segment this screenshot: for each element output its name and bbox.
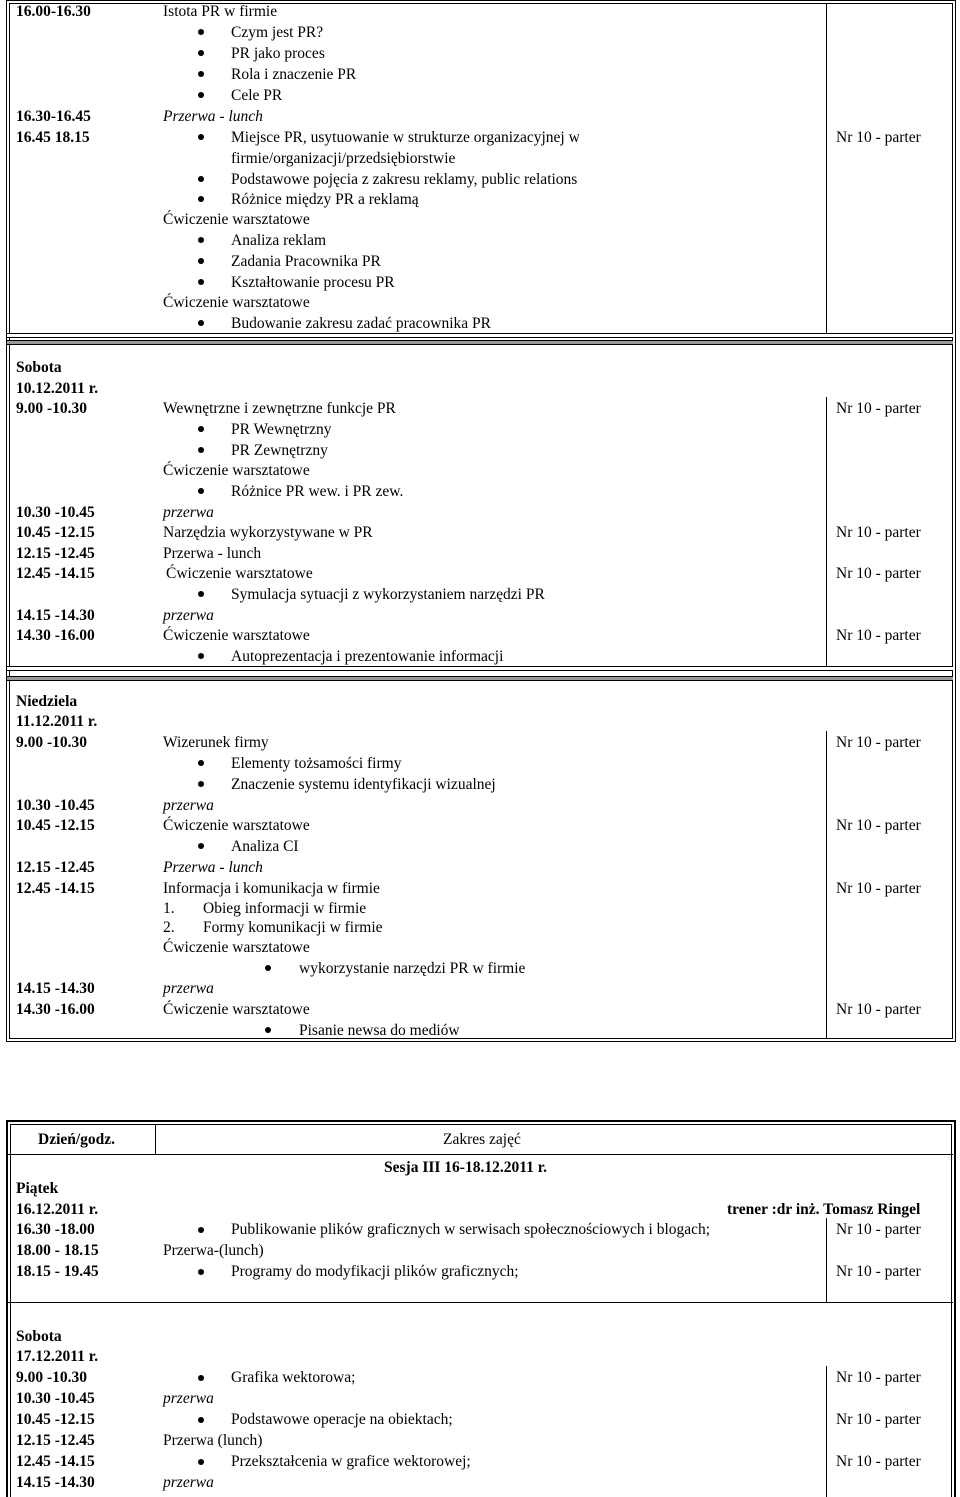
room-label: Nr 10 - parter xyxy=(836,734,921,751)
time-cell: 9.00 -10.30 xyxy=(16,400,88,417)
room-label: Nr 10 - parter xyxy=(836,1221,921,1238)
break-label: przerwa xyxy=(163,980,214,997)
list-item: Cele PR xyxy=(231,87,283,104)
list-item: Miejsce PR, usytuowanie w strukturze organizacyjnej w xyxy=(231,129,580,146)
list-item: Grafika wektorowa; xyxy=(231,1369,356,1386)
time-cell: 10.30 -10.45 xyxy=(16,504,95,521)
topic-title: Narzędzia wykorzystywane w PR xyxy=(163,524,373,541)
day-label: Sobota xyxy=(16,1328,62,1345)
column-divider xyxy=(826,1218,827,1302)
time-cell: 16.45 18.15 xyxy=(16,129,90,146)
section-divider xyxy=(7,666,953,671)
bullet-icon xyxy=(198,320,204,326)
bullet-icon xyxy=(198,1459,204,1465)
list-item: Formy komunikacji w firmie xyxy=(203,919,383,936)
bullet-icon xyxy=(198,134,204,140)
time-cell: 16.00-16.30 xyxy=(16,3,91,20)
time-cell: 9.00 -10.30 xyxy=(16,1369,88,1386)
exercise-label: Ćwiczenie warsztatowe xyxy=(166,565,313,582)
topic-title: Wizerunek firmy xyxy=(163,734,269,751)
section-divider xyxy=(7,1302,953,1303)
bullet-icon xyxy=(198,196,204,202)
exercise-label: Ćwiczenie warsztatowe xyxy=(163,817,310,834)
time-cell: 10.45 -12.15 xyxy=(16,1411,95,1428)
bullet-icon xyxy=(198,843,204,849)
list-item: Podstawowe operacje na obiektach; xyxy=(231,1411,453,1428)
list-item: Różnice między PR a reklamą xyxy=(231,191,419,208)
column-divider xyxy=(826,1366,827,1497)
list-item: Analiza CI xyxy=(231,838,299,855)
time-cell: 18.15 - 19.45 xyxy=(16,1263,99,1280)
time-cell: 10.45 -12.15 xyxy=(16,524,95,541)
break-label: Przerwa (lunch) xyxy=(163,1432,263,1449)
break-label: Przerwa - lunch xyxy=(163,859,263,876)
list-item: Elementy tożsamości firmy xyxy=(231,755,402,772)
bullet-icon xyxy=(198,781,204,787)
schedule-table-1-inner xyxy=(9,3,953,1039)
bullet-icon xyxy=(198,426,204,432)
time-cell: 12.15 -12.45 xyxy=(16,545,95,562)
list-item: Podstawowe pojęcia z zakresu reklamy, public relations xyxy=(231,171,578,188)
bullet-icon xyxy=(198,760,204,766)
list-item: Obieg informacji w firmie xyxy=(203,900,367,917)
day-label: Niedziela xyxy=(16,693,78,710)
list-item: Znaczenie systemu identyfikacji wizualnej xyxy=(231,776,496,793)
room-label: Nr 10 - parter xyxy=(836,1453,921,1470)
list-item: Symulacja sytuacji z wykorzystaniem narzędzi PR xyxy=(231,586,545,603)
time-cell: 14.15 -14.30 xyxy=(16,607,95,624)
time-cell: 14.30 -16.00 xyxy=(16,627,95,644)
bullet-icon xyxy=(198,1375,204,1381)
date-label: 17.12.2011 r. xyxy=(16,1348,99,1365)
list-item: Autoprezentacja i prezentowanie informacji xyxy=(231,648,504,665)
bullet-icon xyxy=(198,1227,204,1233)
section-divider xyxy=(7,333,953,338)
list-item: Czym jest PR? xyxy=(231,24,324,41)
trainer-label: trener :dr inż. Tomasz Ringel xyxy=(727,1201,921,1218)
break-label: Przerwa - lunch xyxy=(163,108,263,125)
header-day-time: Dzień/godz. xyxy=(38,1131,116,1148)
list-number: 2. xyxy=(163,919,175,936)
topic-title: Istota PR w firmie xyxy=(163,3,278,20)
time-cell: 18.00 - 18.15 xyxy=(16,1242,99,1259)
time-cell: 12.45 -14.15 xyxy=(16,565,95,582)
room-label: Nr 10 - parter xyxy=(836,1369,921,1386)
room-label: Nr 10 - parter xyxy=(836,880,921,897)
list-item: Różnice PR wew. i PR zew. xyxy=(231,483,404,500)
room-label: Nr 10 - parter xyxy=(836,817,921,834)
column-divider xyxy=(826,397,827,667)
list-item: Analiza reklam xyxy=(231,232,327,249)
list-item: Budowanie zakresu zadać pracownika PR xyxy=(231,315,491,332)
bullet-icon xyxy=(198,29,204,35)
day-label: Sobota xyxy=(16,359,62,376)
bullet-icon xyxy=(198,1269,204,1275)
time-cell: 10.45 -12.15 xyxy=(16,817,95,834)
room-label: Nr 10 - parter xyxy=(836,565,921,582)
topic-title: Informacja i komunikacja w firmie xyxy=(163,880,380,897)
break-label: przerwa xyxy=(163,1474,214,1491)
bullet-icon xyxy=(198,50,204,56)
header-scope: Zakres zajęć xyxy=(443,1131,521,1148)
date-label: 10.12.2011 r. xyxy=(16,380,99,397)
break-label: przerwa xyxy=(163,607,214,624)
time-cell: 14.15 -14.30 xyxy=(16,1474,95,1491)
break-label: przerwa xyxy=(163,504,214,521)
room-label: Nr 10 - parter xyxy=(836,1411,921,1428)
bullet-icon xyxy=(198,237,204,243)
list-item: PR jako proces xyxy=(231,45,325,62)
date-label: 11.12.2011 r. xyxy=(16,713,98,730)
exercise-label: Ćwiczenie warsztatowe xyxy=(163,462,310,479)
bullet-icon xyxy=(198,1417,204,1423)
column-divider xyxy=(826,731,827,1039)
time-cell: 10.30 -10.45 xyxy=(16,797,95,814)
session-title: Sesja III 16-18.12.2011 r. xyxy=(384,1159,548,1176)
bullet-icon xyxy=(265,965,271,971)
time-cell: 10.30 -10.45 xyxy=(16,1390,95,1407)
time-cell: 9.00 -10.30 xyxy=(16,734,88,751)
list-item: Kształtowanie procesu PR xyxy=(231,274,395,291)
header-divider xyxy=(7,1154,953,1155)
exercise-label: Ćwiczenie warsztatowe xyxy=(163,1001,310,1018)
list-item: Publikowanie plików graficznych w serwisach społecznościowych i blogach; xyxy=(231,1221,711,1238)
bullet-icon xyxy=(265,1027,271,1033)
list-item: Rola i znaczenie PR xyxy=(231,66,357,83)
list-item: Pisanie newsa do mediów xyxy=(299,1022,460,1039)
header-column-divider xyxy=(155,1124,156,1154)
list-item: Przekształcenia w grafice wektorowej; xyxy=(231,1453,471,1470)
bullet-icon xyxy=(198,258,204,264)
break-label: przerwa xyxy=(163,797,214,814)
bullet-icon xyxy=(198,279,204,285)
room-label: Nr 10 - parter xyxy=(836,1263,921,1280)
bullet-icon xyxy=(198,71,204,77)
time-cell: 12.15 -12.45 xyxy=(16,1432,95,1449)
room-label: Nr 10 - parter xyxy=(836,524,921,541)
exercise-label: Ćwiczenie warsztatowe xyxy=(163,939,310,956)
exercise-label: Ćwiczenie warsztatowe xyxy=(163,627,310,644)
day-label: Piątek xyxy=(16,1180,59,1197)
break-label: Przerwa - lunch xyxy=(163,545,262,562)
room-label: Nr 10 - parter xyxy=(836,129,921,146)
break-label: przerwa xyxy=(163,1390,214,1407)
room-label: Nr 10 - parter xyxy=(836,627,921,644)
list-number: 1. xyxy=(163,900,175,917)
time-cell: 12.15 -12.45 xyxy=(16,859,95,876)
exercise-label: Ćwiczenie warsztatowe xyxy=(163,211,310,228)
break-label: Przerwa-(lunch) xyxy=(163,1242,264,1259)
exercise-label: Ćwiczenie warsztatowe xyxy=(163,294,310,311)
time-cell: 16.30 -18.00 xyxy=(16,1221,95,1238)
room-label: Nr 10 - parter xyxy=(836,1001,921,1018)
time-cell: 12.45 -14.15 xyxy=(16,1453,95,1470)
section-divider xyxy=(7,676,953,681)
list-item: firmie/organizacji/przedsiębiorstwie xyxy=(231,150,456,167)
time-cell: 16.30-16.45 xyxy=(16,108,91,125)
schedule-table-2-inner xyxy=(10,1124,952,1497)
time-cell: 14.15 -14.30 xyxy=(16,980,95,997)
bullet-icon xyxy=(198,176,204,182)
bullet-icon xyxy=(198,591,204,597)
list-item: Programy do modyfikacji plików graficznych; xyxy=(231,1263,519,1280)
time-cell: 14.30 -16.00 xyxy=(16,1001,95,1018)
list-item: PR Wewnętrzny xyxy=(231,421,332,438)
date-label: 16.12.2011 r. xyxy=(16,1201,99,1218)
bullet-icon xyxy=(198,447,204,453)
time-cell: 12.45 -14.15 xyxy=(16,880,95,897)
bullet-icon xyxy=(198,92,204,98)
bullet-icon xyxy=(198,653,204,659)
room-label: Nr 10 - parter xyxy=(836,400,921,417)
section-divider xyxy=(7,340,953,345)
list-item: Zadania Pracownika PR xyxy=(231,253,381,270)
list-item: PR Zewnętrzny xyxy=(231,442,328,459)
column-divider xyxy=(826,3,827,333)
topic-title: Wewnętrzne i zewnętrzne funkcje PR xyxy=(163,400,396,417)
list-item: wykorzystanie narzędzi PR w firmie xyxy=(299,960,526,977)
bullet-icon xyxy=(198,488,204,494)
